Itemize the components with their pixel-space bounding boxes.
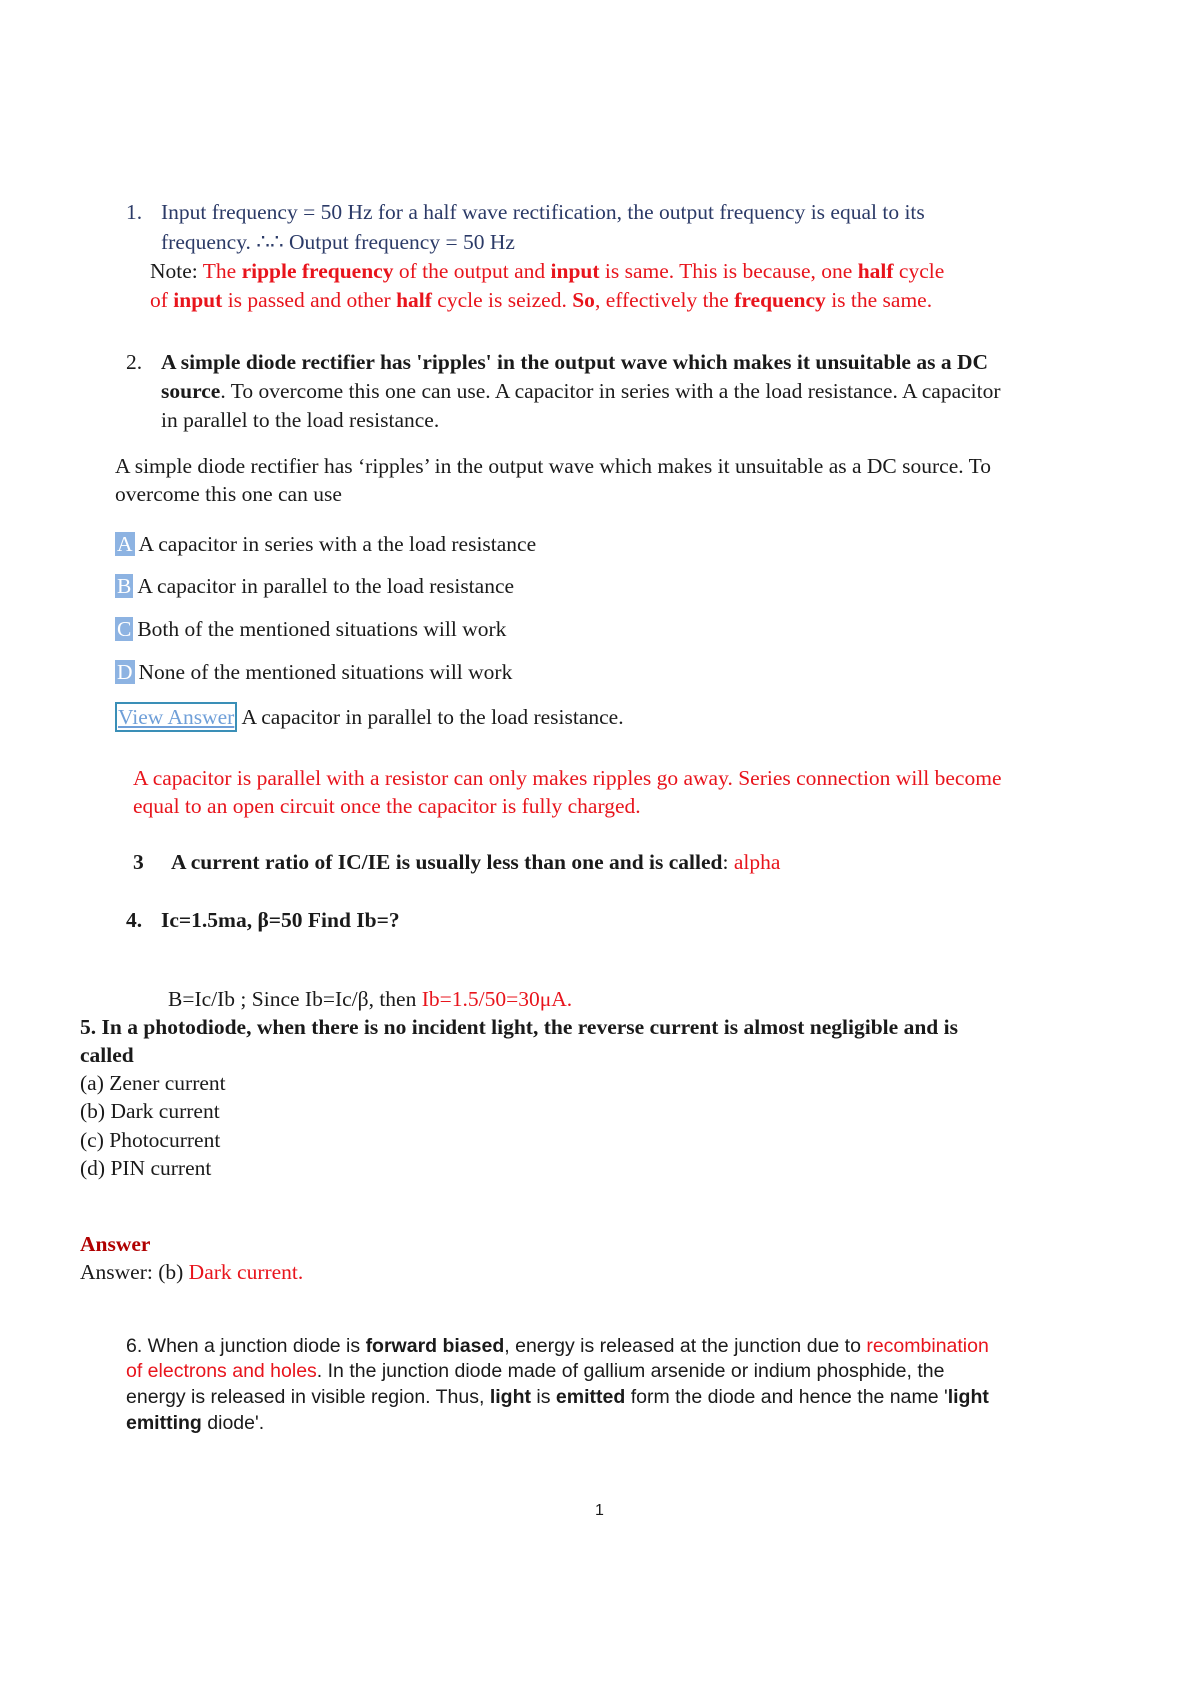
text-run: of the output and — [393, 259, 551, 283]
q2-line-2 — [161, 379, 1001, 404]
text-run: of electrons and holes — [126, 1360, 317, 1382]
text-run: half — [857, 259, 894, 283]
text-run: form the diode and hence the name ' — [625, 1386, 948, 1408]
q4-solution-prefix: B=Ic/Ib ; Since Ib=Ic/β, then — [168, 987, 422, 1011]
text-run: is the same. — [825, 288, 933, 312]
q4-solution — [168, 987, 572, 1012]
q1-note-l1-runs — [203, 259, 945, 283]
text-run: 6. When a junction diode is — [126, 1335, 366, 1357]
q4-number: 4. — [126, 908, 143, 932]
q2-option-c[interactable] — [115, 617, 506, 642]
text-run: recombination — [866, 1335, 989, 1357]
q5-option-b: (b) Dark current — [80, 1099, 220, 1123]
q6-line-1 — [126, 1335, 989, 1358]
text-run: The — [202, 259, 242, 283]
text-run: cycle is seized. — [431, 288, 573, 312]
page-number: 1 — [595, 1502, 604, 1519]
text-run: cycle — [893, 259, 945, 283]
q4-solution-answer: Ib=1.5/50=30μA. — [421, 987, 573, 1011]
text-run: half — [396, 288, 432, 312]
text-run: , effectively the — [594, 288, 735, 312]
option-text: Both of the mentioned situations will work — [137, 617, 507, 641]
view-answer-button[interactable]: View Answer — [115, 702, 237, 732]
q5-answer-prefix: Answer: (b) — [80, 1260, 189, 1284]
q5-question-line-2: called — [80, 1043, 134, 1067]
text-run: frequency — [734, 288, 826, 312]
q2-question-line-1: A simple diode rectifier has ‘ripples’ in the output wave which makes it unsuitable as a DC source. To — [115, 454, 991, 478]
q5-option-c: (c) Photocurrent — [80, 1128, 221, 1152]
q2-line-2-rest: . To overcome this one can use. A capacitor in series with a the load resistance. A capacitor — [220, 379, 1001, 403]
q4-question: Ic=1.5ma, β=50 Find Ib=? — [161, 908, 400, 932]
q3-question: A current ratio of IC/IE is usually less than one and is called — [171, 850, 723, 874]
q5-answer-heading: Answer — [80, 1232, 151, 1256]
q2-line-2-bold: source — [161, 379, 221, 403]
q2-answer-row — [115, 702, 624, 732]
q3-colon: : — [722, 850, 734, 874]
q3-number: 3 — [133, 850, 144, 874]
text-run: light — [489, 1386, 531, 1408]
text-run: forward biased — [365, 1335, 505, 1357]
q1-note-line-1 — [150, 259, 944, 284]
q2-answer-text: A capacitor in parallel to the load resistance. — [237, 705, 624, 729]
q6-line-3 — [126, 1386, 989, 1409]
text-run: light — [947, 1386, 989, 1408]
q2-number: 2. — [126, 350, 143, 374]
text-run: diode'. — [201, 1412, 265, 1434]
q5-option-a: (a) Zener current — [80, 1071, 226, 1095]
q5-answer-line — [80, 1260, 303, 1285]
q2-option-d[interactable] — [115, 660, 512, 685]
q2-line-1: A simple diode rectifier has 'ripples' in the output wave which makes it unsuitable as a DC — [161, 350, 989, 374]
text-run: is — [531, 1386, 556, 1408]
q3-answer: alpha — [733, 850, 781, 874]
option-text: None of the mentioned situations will work — [138, 660, 513, 684]
q6-line-2 — [126, 1360, 944, 1383]
q2-line-3: in parallel to the load resistance. — [161, 408, 440, 432]
q2-option-a[interactable] — [115, 532, 536, 557]
option-text: A capacitor in series with a the load resistance — [138, 532, 537, 556]
option-letter-badge: B — [117, 574, 132, 598]
text-run: input — [173, 288, 223, 312]
q5-answer-value: Dark current. — [188, 1260, 304, 1284]
option-letter-badge: A — [117, 532, 133, 556]
text-run: of — [150, 288, 174, 312]
text-run: emitting — [126, 1412, 202, 1434]
text-run: emitted — [555, 1386, 626, 1408]
text-run: input — [550, 259, 600, 283]
text-run: So — [572, 288, 595, 312]
text-run: . In the junction diode made of gallium arsenide or indium phosphide, the — [316, 1360, 945, 1382]
option-text: A capacitor in parallel to the load resistance — [137, 574, 515, 598]
q1-line-1: Input frequency = 50 Hz for a half wave rectification, the output frequency is equal to its — [161, 200, 925, 224]
q2-explanation-line-2: equal to an open circuit once the capacitor is fully charged. — [133, 794, 641, 818]
text-run: energy is released in visible region. Thus, — [126, 1386, 490, 1408]
q5-option-d: (d) PIN current — [80, 1156, 212, 1180]
text-run: is same. This is because, one — [599, 259, 858, 283]
q2-question-line-2: overcome this one can use — [115, 482, 342, 506]
q6-line-4 — [126, 1412, 264, 1435]
option-letter-badge: D — [117, 660, 133, 684]
q5-question-line-1: 5. In a photodiode, when there is no incident light, the reverse current is almost negligible and is — [80, 1015, 958, 1039]
text-run: is passed and other — [222, 288, 397, 312]
q1-note-label: Note: — [150, 259, 203, 283]
q1-line-2: frequency. ∴∴ Output frequency = 50 Hz — [161, 230, 515, 254]
text-run: , energy is released at the junction due to — [504, 1335, 867, 1357]
q1-number: 1. — [126, 200, 143, 224]
q1-note-line-2 — [150, 288, 932, 313]
q2-explanation-line-1: A capacitor is parallel with a resistor can only makes ripples go away. Series connection will become — [133, 766, 1002, 790]
text-run: ripple frequency — [241, 259, 394, 283]
q2-option-b[interactable] — [115, 574, 514, 599]
option-letter-badge: C — [117, 617, 132, 641]
q3-line — [171, 850, 780, 875]
